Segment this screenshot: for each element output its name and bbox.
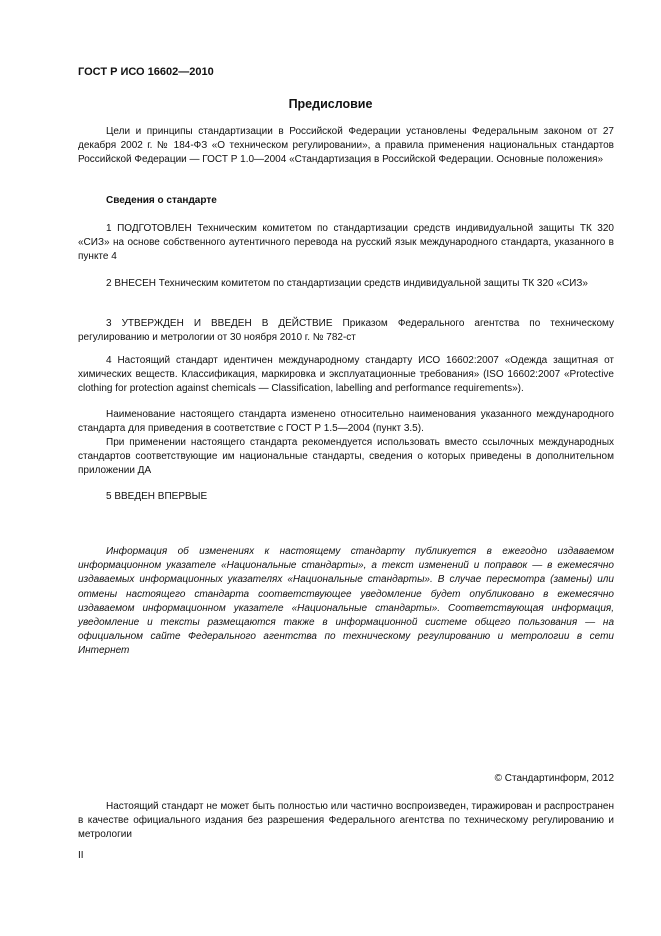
page-number: II — [78, 850, 84, 861]
item-1-paragraph: 1 ПОДГОТОВЛЕН Техническим комитетом по стандартизации средств индивидуальной защиты ТК 320 «СИЗ» на основе собственного аутентичного перевода на русский язык международного стандарта, указанного в пункте 4 — [78, 223, 614, 263]
item-4-paragraph: 4 Настоящий стандарт идентичен международному стандарту ИСО 16602:2007 «Одежда защитная от химических веществ. Классификация, маркировка и эксплуатационные требования» (ISO 16602:2007 «Protective clothing for protection against chemicals — Classification, labelling and performance requirements»). — [78, 355, 614, 395]
page-title: Предисловие — [288, 97, 373, 111]
notice-paragraph: Информация об изменениях к настоящему стандарту публикуется в ежегодно издаваемом информационном указателе «Национальные стандарты», а текст изменений и поправок — в ежемесячно издаваемых информационных указателях «Национальные стандарты». В случае пересмотра (замены) или отмены настоящего стандарта соответствующее уведомление будет опубликовано в ежемесячно издаваемом информационном указателе «Национальные стандарты». Соответствующая информация, уведомление и тексты размещаются также в информационной системе общего пользования — на официальном сайте Федерального агентства по техническому регулированию и метрологии в сети Интернет — [78, 546, 614, 657]
item-3-paragraph: 3 УТВЕРЖДЕН И ВВЕДЕН В ДЕЙСТВИЕ Приказом Федерального агентства по техническому регулированию и метрологии от 30 ноября 2010 г. № 782-ст — [78, 318, 614, 344]
item-4-paragraph-2: Наименование настоящего стандарта изменено относительно наименования указанного международного стандарта для приведения в соответствие с ГОСТ Р 1.5—2004 (пункт 3.5). — [78, 409, 614, 435]
document-number-header: ГОСТ Р ИСО 16602—2010 — [78, 66, 214, 78]
footer-paragraph: Настоящий стандарт не может быть полностью или частично воспроизведен, тиражирован и распространен в качестве официального издания без разрешения Федерального агентства по техническому регулированию и метрологии — [78, 801, 614, 841]
item-4-paragraph-3: При применении настоящего стандарта рекомендуется использовать вместо ссылочных международных стандартов соответствующие им национальные стандарты, сведения о которых приведены в дополнительном приложении ДА — [78, 437, 614, 477]
copyright-line: © Стандартинформ, 2012 — [494, 773, 614, 784]
item-5-paragraph: 5 ВВЕДЕН ВПЕРВЫЕ — [106, 491, 208, 502]
intro-paragraph: Цели и принципы стандартизации в Российской Федерации установлены Федеральным законом от 27 декабря 2002 г. № 184-ФЗ «О техническом регулировании», а правила применения национальных стандартов Российской Федерации — ГОСТ Р 1.0—2004 «Стандартизация в Российской Федерации. Основные положения» — [78, 126, 614, 166]
item-2-paragraph: 2 ВНЕСЕН Техническим комитетом по стандартизации средств индивидуальной защиты ТК 320 «СИЗ» — [106, 278, 588, 289]
section-heading: Сведения о стандарте — [106, 195, 217, 206]
